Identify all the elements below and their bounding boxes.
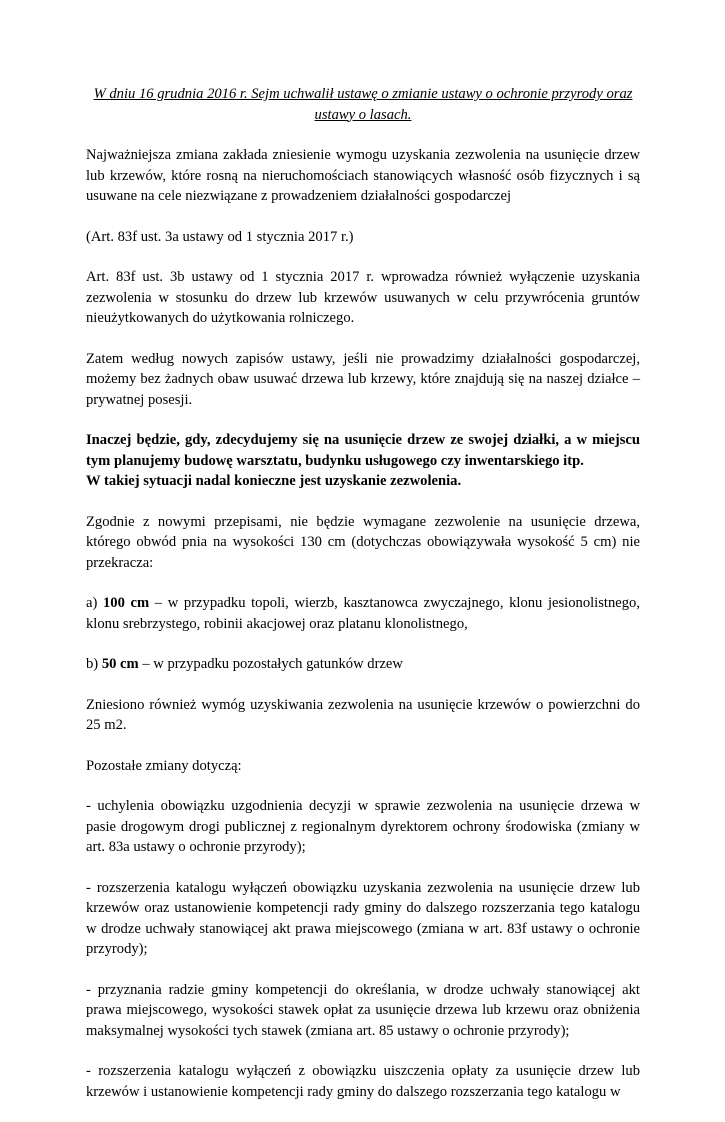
- paragraph-trunk-circumference: Zgodnie z nowymi przepisami, nie będzie wymagane zezwolenie na usunięcie drzewa, którego obwód pnia na wysokości 130 cm (dotychczas obowiązywała wysokość 5 cm) nie przekracza:: [86, 513, 640, 571]
- list-item-a-value: 100 cm: [102, 595, 150, 611]
- list-item-a-prefix: a): [86, 595, 103, 611]
- list-item-b-text: – w przypadku pozostałych gatunków drzew: [138, 656, 403, 672]
- list-item-b-prefix: b): [86, 656, 102, 672]
- change-item-3: - przyznania radzie gminy kompetencji do określania, w drodze uchwały stanowiącej akt prawa miejscowego, wysokości stawek opłat za usunięcie drzewa lub krzewu oraz obniżenia maksymalnej wysokości tych stawek (zmiana art. 85 ustawy o ochronie przyrody);: [86, 981, 640, 1039]
- paragraph-main-change: Najważniejsza zmiana zakłada zniesienie wymogu uzyskania zezwolenia na usunięcie drzew lub krzewów, które rosną na nieruchomościach stanowiących własność osób fizycznych i są usuwane na cele niezwiązane z prowadzeniem działalności gospodarczej: [86, 147, 640, 204]
- paragraph-article-reference: (Art. 83f ust. 3a ustawy od 1 stycznia 2017 r.): [86, 228, 354, 245]
- change-item-2: - rozszerzenia katalogu wyłączeń obowiązku uzyskania zezwolenia na usunięcie drzew lub krzewów oraz ustanowienie kompetencji rady gminy do dalszego rozszerzania tego katalogu w drodze uchwały stanowiącej akt prawa miejscowego (zmiana w art. 83f ustawy o ochronie przyrody);: [86, 879, 640, 957]
- change-item-4: - rozszerzenia katalogu wyłączeń z obowiązku uiszczenia opłaty za usunięcie drzew lub krzewów i ustanowienie kompetencji rady gminy do dalszego rozszerzania tego katalogu w: [86, 1063, 640, 1100]
- paragraph-other-changes: Pozostałe zmiany dotyczą:: [86, 757, 242, 774]
- change-item-1: - uchylenia obowiązku uzgodnienia decyzji w sprawie zezwolenia na usunięcie drzewa w pasie drogowym drogi publicznej z regionalnym dyrektorem ochrony środowiska (zmiany w art. 83a ustawy o ochronie przyrody);: [86, 798, 640, 855]
- paragraph-shrubs: Zniesiono również wymóg uzyskiwania zezwolenia na usunięcie krzewów o powierzchni do 25 m2.: [86, 696, 640, 733]
- bold-permit-required-text: W takiej sytuacji nadal konieczne jest uzyskanie zezwolenia.: [86, 473, 462, 489]
- bold-exception-text: Inaczej będzie, gdy, zdecydujemy się na usunięcie drzew ze swojej działki, a w miejscu tym planujemy budowę warsztatu, budynku usługowego czy inwentarskiego itp.: [86, 432, 640, 469]
- paragraph-article-3b: Art. 83f ust. 3b ustawy od 1 stycznia 2017 r. wprowadza również wyłączenie uzyskania zezwolenia w stosunku do drzew lub krzewów usuwanych w celu przywrócenia gruntów nieużytkowanych do użytkowania rolniczego.: [86, 269, 640, 326]
- list-item-a: [86, 593, 640, 634]
- document-title: W dniu 16 grudnia 2016 r. Sejm uchwalił ustawę o zmianie ustawy o ochronie przyrody oraz ustawy o lasach.: [93, 86, 633, 123]
- bold-exception-block: [86, 430, 640, 492]
- list-item-b-value: 50 cm: [101, 656, 139, 672]
- paragraph-new-provisions: Zatem według nowych zapisów ustawy, jeśli nie prowadzimy działalności gospodarczej, możemy bez żadnych obaw usuwać drzewa lub krzewy, które znajdują się na naszej działce – prywatnej posesji.: [86, 350, 640, 408]
- list-item-b: [86, 654, 640, 675]
- list-item-a-text: – w przypadku topoli, wierzb, kasztanowca zwyczajnego, klonu jesionolistnego, klonu srebrzystego, robinii akacjowej oraz platanu klonolistnego,: [86, 595, 640, 632]
- document-page: [86, 84, 640, 1122]
